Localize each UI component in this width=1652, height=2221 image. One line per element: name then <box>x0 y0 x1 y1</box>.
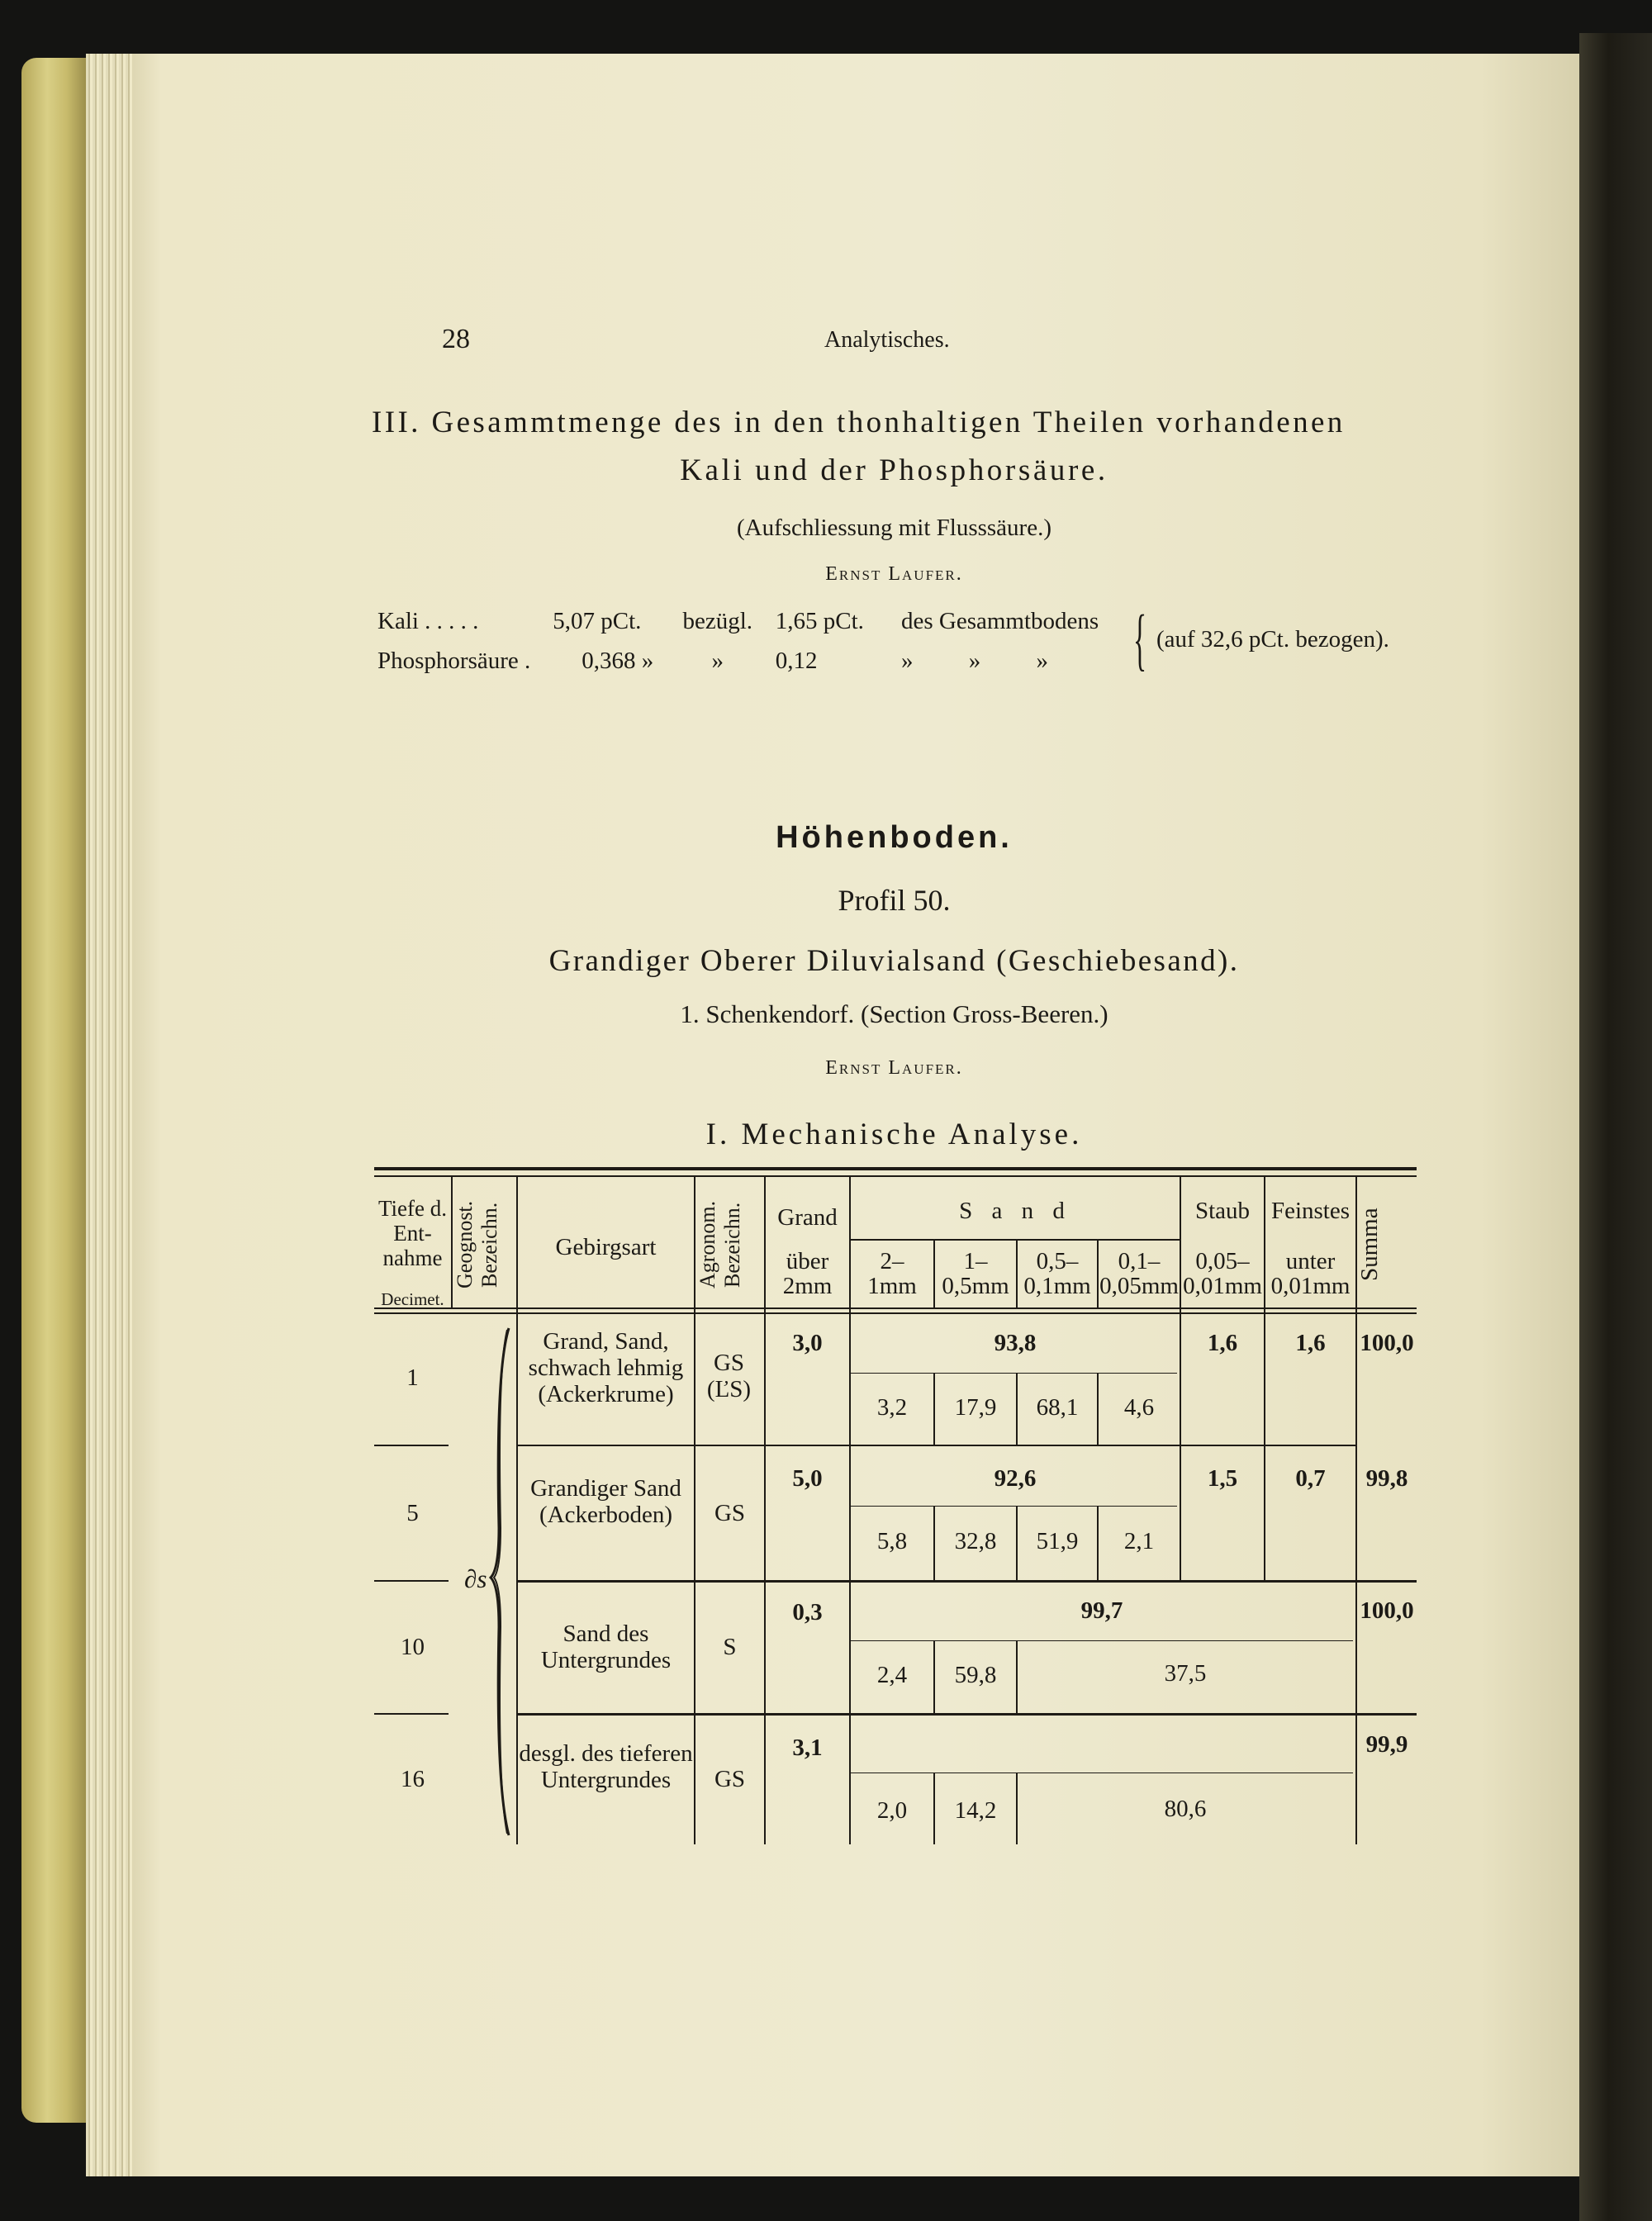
page-number: 28 <box>442 324 470 354</box>
row2-staub: 1,5 <box>1207 1465 1238 1492</box>
book-edge-yellow <box>21 58 86 2123</box>
row2-sand-2: 32,8 <box>954 1528 997 1554</box>
section3-title-line2: Kali und der Phosphorsäure. <box>680 453 1108 487</box>
row4-sand-2: 14,2 <box>954 1797 997 1824</box>
row2-sand-total: 92,6 <box>994 1465 1037 1492</box>
row4-gebirgsart: desgl. des tieferen Untergrundes <box>519 1740 693 1793</box>
row1-sand-4: 4,6 <box>1123 1394 1155 1421</box>
header-decimet: Decimet. <box>381 1289 444 1309</box>
row1-sand-total: 93,8 <box>994 1330 1037 1356</box>
page-stack-edge <box>86 54 135 2176</box>
row3-agronom: S <box>723 1634 737 1660</box>
row4-grand: 3,1 <box>792 1735 823 1761</box>
row1-staub: 1,6 <box>1207 1330 1238 1356</box>
row2-gebirgsart: Grandiger Sand (Ackerboden) <box>530 1475 681 1528</box>
header-grand-sub: über 2mm <box>782 1248 833 1299</box>
header-agronom: Agronom. Bezeichn. <box>695 1200 744 1289</box>
header-staub-sub: 0,05– 0,01mm <box>1183 1248 1262 1299</box>
header-sand-col2: 1– 0,5mm <box>942 1248 1009 1299</box>
row1-agronom: GS (ĽS) <box>706 1350 752 1402</box>
phosphor-rel: » <box>711 648 724 674</box>
location: 1. Schenkendorf. (Section Gross-Beeren.) <box>680 999 1108 1028</box>
row1-sand-2: 17,9 <box>954 1394 997 1421</box>
header-grand: Grand <box>777 1204 838 1231</box>
phosphor-value: 0,368 » <box>582 648 654 674</box>
phosphor-label: Phosphorsäure . <box>377 648 531 674</box>
row3-sand-1: 2,4 <box>876 1662 908 1688</box>
header-geognost: Geognost. Bezeichn. <box>453 1200 501 1289</box>
kali-value: 5,07 pCt. <box>553 608 642 634</box>
section3-title-line1: III. Gesammtmenge des in den thonhaltigen Theilen vorhandenen <box>372 406 1346 439</box>
row3-sand-total: 99,7 <box>1080 1597 1123 1624</box>
row4-agronom: GS <box>714 1766 746 1792</box>
heading-hoehenboden: Höhenboden. <box>776 820 1013 855</box>
header-sand-col1: 2– 1mm <box>867 1248 917 1299</box>
geognost-symbol: ∂s <box>464 1564 487 1593</box>
profil-label: Profil 50. <box>838 884 951 917</box>
row3-grand: 0,3 <box>792 1599 823 1625</box>
row2-grand: 5,0 <box>792 1465 823 1492</box>
header-tiefe: Tiefe d. Ent- nahme <box>377 1196 447 1270</box>
kali-label: Kali . . . . . <box>377 608 479 634</box>
row3-sand-2: 59,8 <box>954 1662 997 1688</box>
row1-sand-1: 3,2 <box>876 1394 908 1421</box>
row1-tiefe: 1 <box>406 1364 419 1391</box>
row1-feinstes: 1,6 <box>1295 1330 1326 1356</box>
brace-note: (auf 32,6 pCt. bezogen). <box>1156 626 1389 653</box>
phosphor-tail: » » » <box>901 648 1048 674</box>
header-feinstes: Feinstes <box>1270 1198 1351 1224</box>
analysis-title: I. Mechanische Analyse. <box>705 1118 1083 1151</box>
header-gebirgsart: Gebirgsart <box>555 1234 657 1260</box>
phosphor-value2: 0,12 <box>775 648 818 674</box>
row1-grand: 3,0 <box>792 1330 823 1356</box>
header-sand-col4: 0,1– 0,05mm <box>1099 1248 1179 1299</box>
row1-summa: 100,0 <box>1360 1330 1414 1356</box>
header-summa: Summa <box>1356 1208 1383 1282</box>
row3-sand-3: 37,5 <box>1164 1660 1207 1687</box>
phosphor-row <box>377 648 1048 675</box>
header-sand: S a n d <box>959 1198 1071 1224</box>
row2-sand-4: 2,1 <box>1123 1528 1155 1554</box>
author2: Ernst Laufer. <box>825 1057 963 1079</box>
row1-sand-3: 68,1 <box>1036 1394 1079 1421</box>
page <box>132 54 1582 2176</box>
row2-tiefe: 5 <box>406 1500 419 1526</box>
row3-gebirgsart: Sand des Untergrundes <box>540 1621 672 1673</box>
book-spine <box>1579 33 1652 2221</box>
row4-summa: 99,9 <box>1365 1731 1408 1758</box>
row2-agronom: GS <box>714 1500 746 1526</box>
row2-summa: 99,8 <box>1365 1465 1408 1492</box>
row4-sand-1: 2,0 <box>876 1797 908 1824</box>
header-staub: Staub <box>1194 1198 1251 1224</box>
kali-row <box>377 608 1099 635</box>
brace-glyph: { <box>1133 601 1147 678</box>
row3-summa: 100,0 <box>1360 1597 1414 1624</box>
row2-sand-3: 51,9 <box>1036 1528 1079 1554</box>
row2-sand-1: 5,8 <box>876 1528 908 1554</box>
row2-feinstes: 0,7 <box>1295 1465 1326 1492</box>
section3-subtitle: (Aufschliessung mit Flusssäure.) <box>737 515 1051 541</box>
running-title: Analytisches. <box>824 327 950 353</box>
row1-gebirgsart: Grand, Sand, schwach lehmig (Ackerkrume) <box>528 1328 684 1407</box>
header-feinstes-sub: unter 0,01mm <box>1270 1248 1351 1299</box>
soil-title: Grandiger Oberer Diluvialsand (Geschiebesand). <box>548 944 1240 978</box>
row4-sand-3: 80,6 <box>1164 1796 1207 1822</box>
geognost-brace <box>487 1322 520 1842</box>
header-sand-col3: 0,5– 0,1mm <box>1023 1248 1091 1299</box>
kali-tail: des Gesammtbodens <box>901 608 1099 634</box>
section3-author: Ernst Laufer. <box>825 563 963 585</box>
kali-value2: 1,65 pCt. <box>775 608 864 634</box>
row4-tiefe: 16 <box>401 1766 425 1792</box>
kali-rel: bezügl. <box>682 608 753 634</box>
row3-tiefe: 10 <box>401 1634 425 1660</box>
